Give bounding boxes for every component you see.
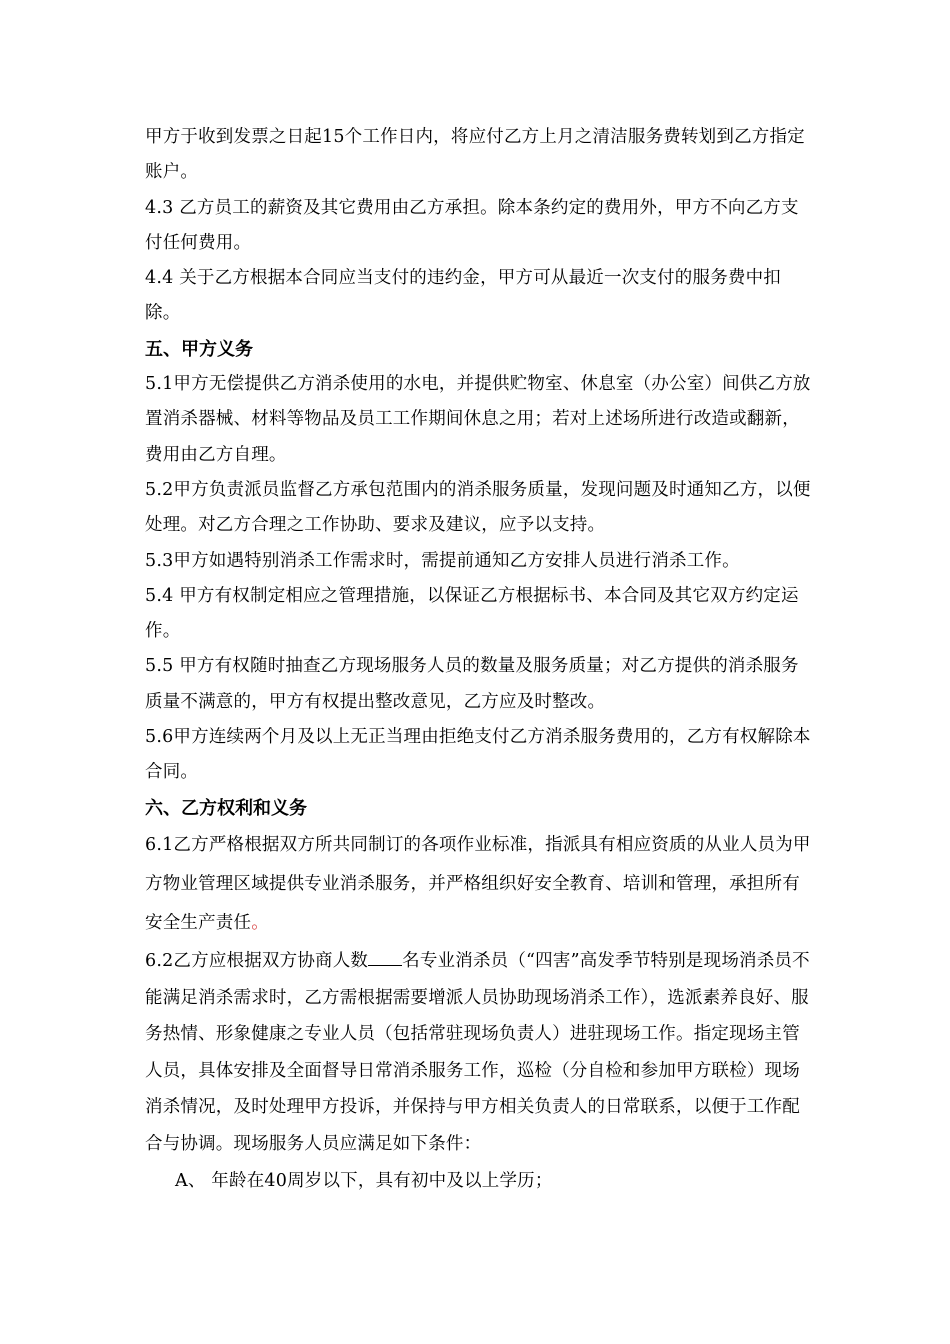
paragraph-5-5: 5.5 甲方有权随时抽查乙方现场服务人员的数量及服务质量；对乙方提供的消杀服务质量不满意的，甲方有权提出整改意见，乙方应及时整改。 — [145, 656, 799, 712]
paragraph-5-6: 5.6甲方连续两个月及以上无正当理由拒绝支付乙方消杀服务费用的，乙方有权解除本合同。 — [145, 727, 811, 783]
paragraph-6-1-period: 。 — [251, 912, 269, 933]
paragraph-6-2 — [145, 943, 811, 1163]
document-body — [145, 120, 811, 1199]
paragraph-6-1-text: 6.1乙方严格根据双方所共同制订的各项作业标准，指派具有相应资质的从业人员为甲方物业管理区域提供专业消杀服务，并严格组织好安全教育、培训和管理，承担所有安全生产责任 — [145, 834, 811, 933]
paragraph-5-3: 5.3甲方如遇特别消杀工作需求时，需提前通知乙方安排人员进行消杀工作。 — [145, 550, 740, 571]
paragraph-6-2-start: 6.2乙方应根据双方协商人数 — [145, 950, 369, 971]
paragraph-4-3: 4.3 乙方员工的薪资及其它费用由乙方承担。除本条约定的费用外，甲方不向乙方支付任何费用。 — [145, 197, 799, 253]
paragraph-5-1: 5.1甲方无偿提供乙方消杀使用的水电，并提供贮物室、休息室（办公室）间供乙方放置消杀器械、材料等物品及员工工作期间休息之用；若对上述场所进行改造或翻新，费用由乙方自理。 — [145, 374, 811, 465]
paragraph-6-2-rest: 名专业消杀员（“四害”高发季节特别是现场消杀员不能满足消杀需求时，乙方需根据需要增派人员协助现场消杀工作），选派素养良好、服务热情、形象健康之专业人员（包括常驻现场负责人）进驻现场工作。指定现场主管人员，具体安排及全面督导日常消杀服务工作，巡检（分自检和参加甲方联检）现场消杀情况，及时处理甲方投诉，并保持与甲方相关负责人的日常联系，以便于工作配合与协调。现场服务人员应满足如下条件： — [145, 950, 810, 1154]
section-6-heading: 六、乙方权利和义务 — [145, 797, 307, 819]
paragraph-4-2-continued: 甲方于收到发票之日起15个工作日内，将应付乙方上月之清洁服务费转划到乙方指定账户。 — [145, 127, 805, 183]
condition-a: A、 年龄在40周岁以下，具有初中及以上学历； — [175, 1170, 553, 1191]
paragraph-5-2: 5.2甲方负责派员监督乙方承包范围内的消杀服务质量，发现问题及时通知乙方，以便处理。对乙方合理之工作协助、要求及建议，应予以支持。 — [145, 479, 811, 536]
paragraph-6-1 — [145, 826, 811, 943]
section-6 — [145, 791, 811, 1199]
section-5-heading: 五、甲方义务 — [145, 338, 253, 360]
paragraph-5-4: 5.4 甲方有权制定相应之管理措施，以保证乙方根据标书、本合同及其它双方约定运作。 — [145, 585, 799, 642]
headcount-blank — [368, 951, 402, 966]
paragraph-4-4: 4.4 关于乙方根据本合同应当支付的违约金，甲方可从最近一次支付的服务费中扣除。 — [145, 268, 781, 324]
